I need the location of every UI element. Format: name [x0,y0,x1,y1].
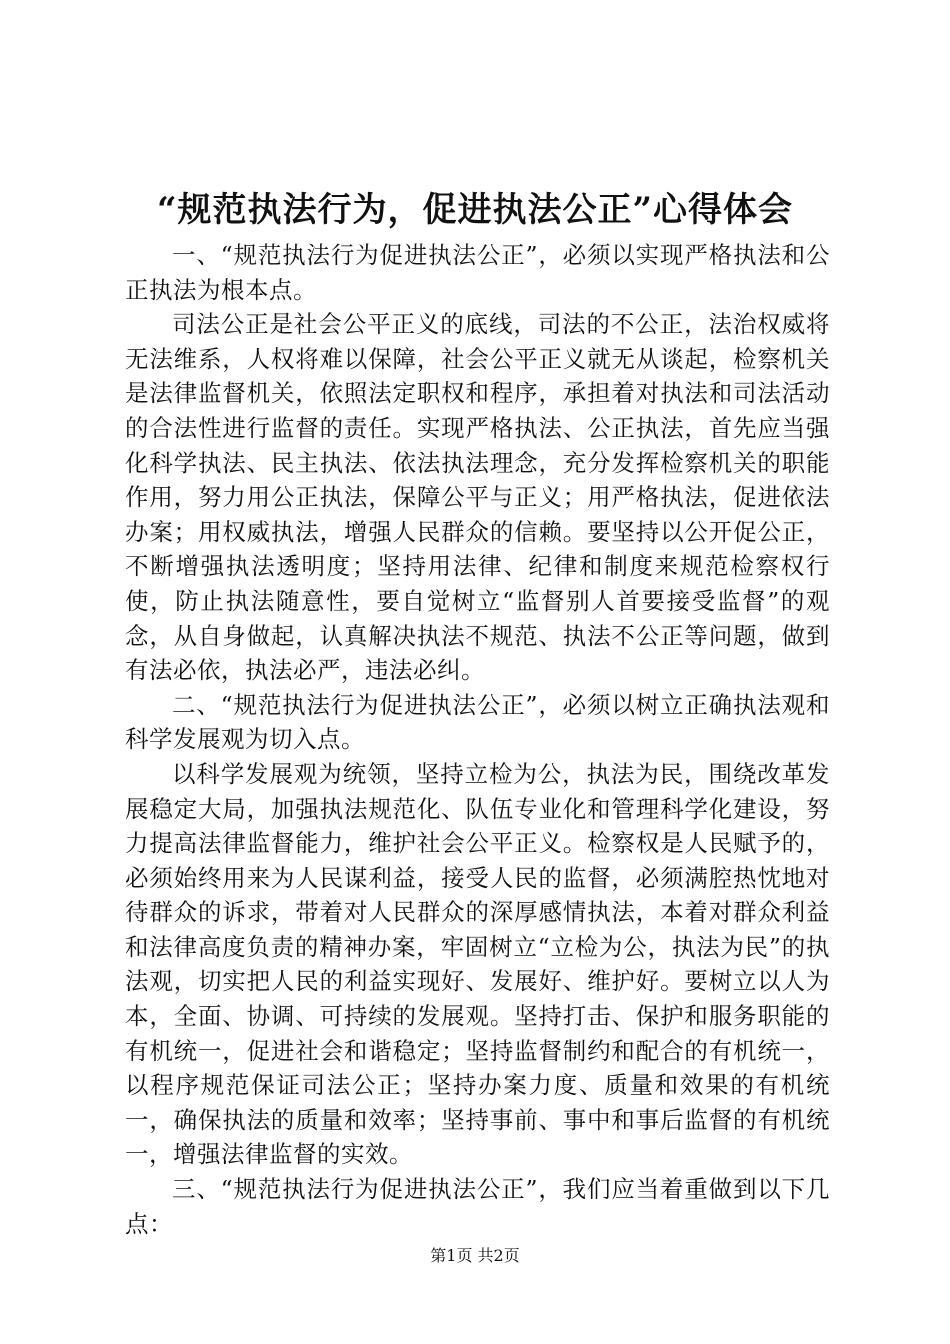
page-footer: 第1页 共2页 [430,1246,520,1265]
paragraph-4: 以科学发展观为统领，坚持立检为公，执法为民，围绕改革发展稳定大局，加强执法规范化、队伍专业化和管理科学化建设，努力提高法律监督能力，维护社会公平正义。检察权是人民赋予的，必须始终用来为人民谋利益，接受人民的监督，必须满腔热忱地对待群众的诉求，带着对人民群众的深厚感情执法，本着对群众利益和法律高度负责的精神办案，牢固树立“立检为公，执法为民”的执法观，切实把人民的利益实现好、发展好、维护好。要树立以人为本，全面、协调、可持续的发展观。坚持打击、保护和服务职能的有机统一，促进社会和谐稳定；坚持监督制约和配合的有机统一，以程序规范保证司法公正；坚持办案力度、质量和效果的有机统一，确保执法的质量和效率；坚持事前、事中和事后监督的有机统一，增强法律监督的实效。 [125,759,830,1169]
document-title: “规范执法行为，促进执法公正”心得体会 [156,190,794,230]
paragraph-5: 三、“规范执法行为促进执法公正”，我们应当着重做到以下几点： [125,1175,830,1238]
document-body [125,238,830,1241]
paragraph-3: 二、“规范执法行为促进执法公正”，必须以树立正确执法观和科学发展观为切入点。 [125,690,830,754]
paragraph-2: 司法公正是社会公平正义的底线，司法的不公正，法治权威将无法维系，人权将难以保障，社会公平正义就无从谈起，检察机关是法律监督机关，依照法定职权和程序，承担着对执法和司法活动的合法性进行监督的责任。实现严格执法、公正执法，首先应当强化科学执法、民主执法、依法执法理念，充分发挥检察机关的职能作用，努力用公正执法，保障公平与正义；用严格执法，促进依法办案；用权威执法，增强人民群众的信赖。要坚持以公开促公正，不断增强执法透明度；坚持用法律、纪律和制度来规范检察权行使，防止执法随意性，要自觉树立“监督别人首要接受监督”的观念，从自身做起，认真解决执法不规范、执法不公正等问题，做到有法必依，执法必严，违法必纠。 [125,310,830,685]
paragraph-1: 一、“规范执法行为促进执法公正”，必须以实现严格执法和公正执法为根本点。 [125,241,830,304]
